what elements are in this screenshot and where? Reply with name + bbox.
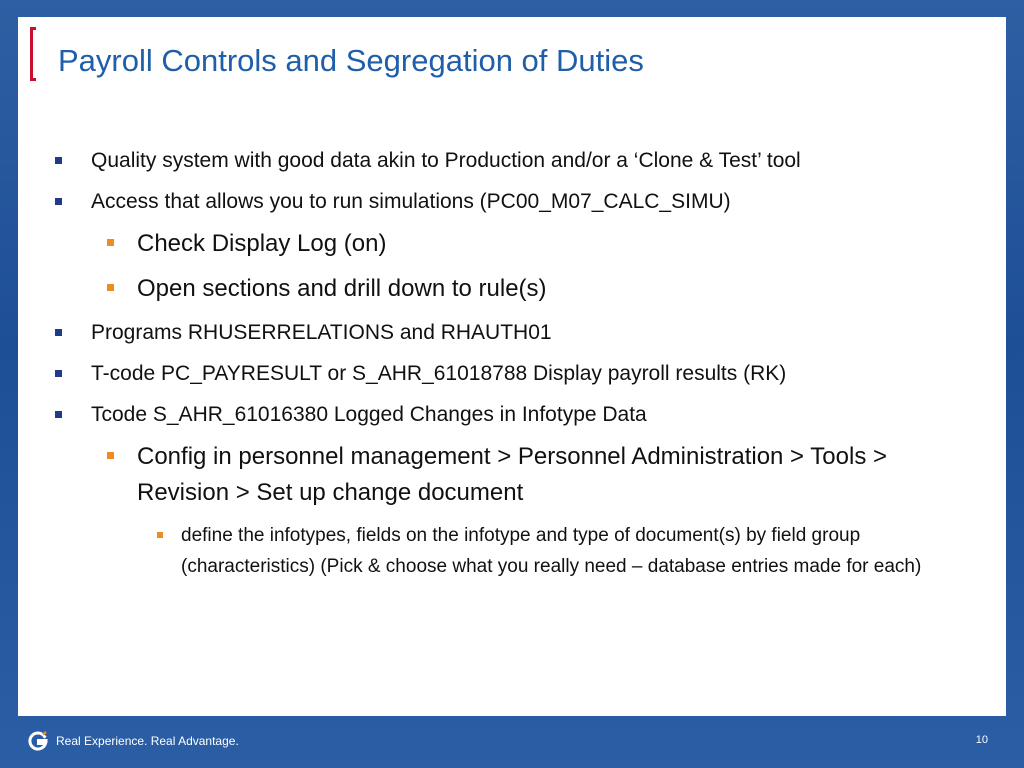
bullet-text: Access that allows you to run simulations (PC00_M07_CALC_SIMU) <box>91 190 731 213</box>
bullet-text: Tcode S_AHR_61016380 Logged Changes in Infotype Data <box>91 403 647 426</box>
footer-bar <box>0 717 1024 768</box>
bullet-text: Config in personnel management > Personnel Administration > Tools > Revision > Set up change document <box>137 443 888 506</box>
square-bullet-icon <box>55 411 62 418</box>
square-bullet-icon <box>107 284 114 291</box>
title-bracket-accent <box>30 27 36 81</box>
square-bullet-icon <box>107 239 114 246</box>
square-bullet-icon <box>55 370 62 377</box>
square-bullet-icon <box>55 198 62 205</box>
bullet-item <box>53 316 973 349</box>
bullet-text: Open sections and drill down to rule(s) <box>137 275 547 302</box>
page-number: 10 <box>975 734 988 746</box>
bullet-text: Quality system with good data akin to Production and/or a ‘Clone & Test’ tool <box>91 149 801 172</box>
bullet-item <box>53 144 973 177</box>
bullet-text: define the infotypes, fields on the infotype and type of document(s) by field group (characteristics) (Pick & choose what you really need – database entries made for each) <box>181 525 922 577</box>
slide-title: Payroll Controls and Segregation of Duties <box>58 43 644 78</box>
square-bullet-icon <box>107 452 114 459</box>
sub-bullet-item <box>53 226 973 262</box>
footer-tagline: Real Experience. Real Advantage. <box>56 734 239 748</box>
bullet-list <box>53 144 973 588</box>
sub-bullet-item <box>53 439 973 511</box>
square-bullet-icon <box>55 157 62 164</box>
g-logo-icon <box>27 730 49 752</box>
slide-canvas <box>18 17 1006 716</box>
bullet-text: T-code PC_PAYRESULT or S_AHR_61018788 Display payroll results (RK) <box>91 362 787 385</box>
sub-bullet-item <box>53 271 973 307</box>
square-bullet-icon <box>157 532 163 538</box>
square-bullet-icon <box>55 329 62 336</box>
bullet-item <box>53 398 973 431</box>
bullet-item <box>53 357 973 390</box>
sub-sub-bullet-item <box>53 520 973 582</box>
bullet-text: Programs RHUSERRELATIONS and RHAUTH01 <box>91 321 552 344</box>
bullet-text: Check Display Log (on) <box>137 230 387 257</box>
bullet-item <box>53 185 973 218</box>
